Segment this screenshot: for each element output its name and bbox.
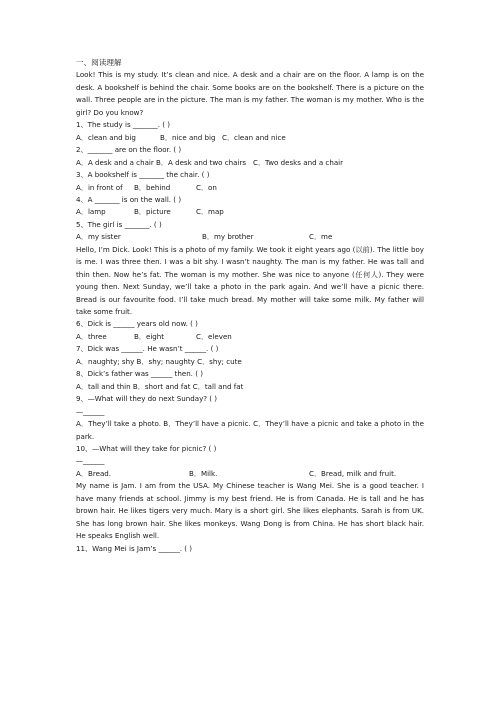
reading-passage-3: My name is Jam. I am from the USA. My Chinese teacher is Wang Mei. She is a good teacher. I have many friends at school. Jimmy is my best friend. He is from Canada. He is tall and he has brown hair. He likes tigers very much. Mary is a short girl. She likes elephants. Sarah is from UK. She has long brown hair. She likes monkeys. Wang Dong is from China. He has short black hair. He speaks English well. bbox=[76, 481, 424, 541]
option-a: A．my sister bbox=[76, 232, 121, 242]
question-7: 7、Dick was ______. He wasn’t ______. ( ) bbox=[76, 344, 219, 354]
option-b: B．eight bbox=[134, 331, 165, 341]
option-c: C．on bbox=[196, 182, 217, 192]
option-b: B．picture bbox=[134, 207, 171, 217]
question-10-options bbox=[76, 468, 424, 480]
option-b: B．Milk. bbox=[189, 468, 218, 478]
question-5-options bbox=[76, 231, 424, 243]
question-6: 6、Dick is ______ years old now. ( ) bbox=[76, 319, 198, 329]
option-a: A．lamp bbox=[76, 207, 106, 217]
question-1: 1、The study is _______. ( ) bbox=[76, 120, 171, 130]
question-8: 8、Dick’s father was ______ then. ( ) bbox=[76, 369, 203, 379]
reading-passage-1: Look! This is my study. It’s clean and nice. A desk and a chair are on the floor. A lamp is on the desk. A bookshelf is behind the chair. Some books are on the bookshelf. There is a picture on the wall. Three people are in the picture. The man is my father. The woman is my mother. Who is the girl? Do you know? bbox=[76, 70, 424, 117]
question-3: 3、A bookshelf is _______ the chair. ( ) bbox=[76, 170, 210, 180]
question-2: 2、_______ are on the floor. ( ) bbox=[76, 145, 182, 155]
option-a: A．three bbox=[76, 331, 107, 341]
question-5: 5、The girl is _______. ( ) bbox=[76, 219, 162, 229]
option-c: C．map bbox=[196, 207, 224, 217]
option-a: A．A desk and a chair bbox=[76, 157, 154, 167]
answer-blank: —______ bbox=[76, 406, 105, 416]
option-c: C．eleven bbox=[196, 331, 232, 341]
question-9: 9、—What will they do next Sunday? ( ) bbox=[76, 394, 218, 404]
option-a: A．Bread. bbox=[76, 468, 112, 478]
answer-blank: —______ bbox=[76, 456, 105, 466]
option-a: A．clean and big bbox=[76, 132, 136, 142]
question-2-options bbox=[76, 157, 424, 169]
question-8-options: A．tall and thin B．short and fat C．tall and fat bbox=[76, 381, 244, 391]
option-c: C．Two desks and a chair bbox=[253, 157, 344, 167]
option-c: C．me bbox=[309, 232, 333, 242]
worksheet-page bbox=[76, 57, 424, 555]
question-11: 11、Wang Mei is Jam’s ______. ( ) bbox=[76, 543, 193, 553]
question-4-options bbox=[76, 206, 424, 218]
section-title: 一、阅读理解 bbox=[76, 58, 122, 67]
option-b: B．my brother bbox=[202, 232, 254, 242]
question-4: 4、A _______ is on the wall. ( ) bbox=[76, 194, 182, 204]
question-6-options bbox=[76, 331, 424, 343]
option-c: C．clean and nice bbox=[222, 132, 286, 142]
option-b: B．A desk and two chairs bbox=[156, 157, 247, 167]
question-9-options: A．They’ll take a photo. B．They’ll have a picnic. C．They’ll have a picnic and take a photo in the park. bbox=[76, 419, 424, 441]
option-c: C．Bread, milk and fruit. bbox=[309, 468, 397, 478]
option-b: B．nice and big bbox=[160, 132, 216, 142]
question-1-options bbox=[76, 132, 424, 144]
option-a: A．in front of bbox=[76, 182, 123, 192]
question-3-options bbox=[76, 182, 424, 194]
question-7-options: A．naughty; shy B．shy; naughty C．shy; cute bbox=[76, 356, 242, 366]
option-b: B．behind bbox=[134, 182, 171, 192]
reading-passage-2: Hello, I’m Dick. Look! This is a photo of my family. We took it eight years ago (以前). The little boy is me. I was three then. I was a bit shy. I wasn’t naughty. The man is my father. He was tall and thin then. Now he’s fat. The woman is my mother. She was nice to anyone (任何人). They were young then. Next Sunday, we’ll take a photo in the park again. And we’ll have a picnic there. Bread is our favourite food. I’ll take much bread. My mother will take some milk. My father will take some fruit. bbox=[76, 244, 424, 316]
question-10: 10、—What will they take for picnic? ( ) bbox=[76, 443, 217, 453]
